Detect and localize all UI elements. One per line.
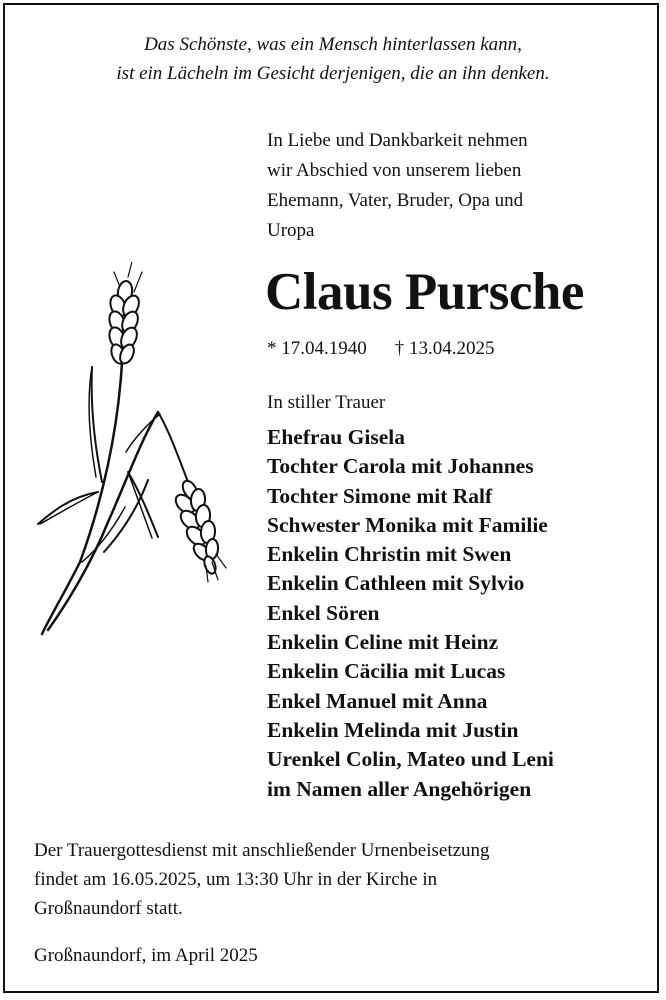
mourner-item: Urenkel Colin, Mateo und Leni <box>267 747 554 772</box>
death-date: † 13.04.2025 <box>394 338 495 359</box>
quote-line-2: ist ein Lächeln im Gesicht derjenigen, die an ihn denken. <box>116 63 550 84</box>
mourner-item: Tochter Carola mit Johannes <box>267 454 534 479</box>
service-line: findet am 16.05.2025, um 13:30 Uhr in der Kirche in <box>34 869 438 890</box>
place-date: Großnaundorf, im April 2025 <box>34 945 258 966</box>
mourning-label: In stiller Trauer <box>267 392 386 413</box>
intro-line: In Liebe und Dankbarkeit nehmen <box>267 130 528 151</box>
deceased-name: Claus Pursche <box>265 263 584 321</box>
intro-line: Uropa <box>267 220 315 241</box>
intro-line: Ehemann, Vater, Bruder, Opa und <box>267 190 524 211</box>
service-info <box>34 836 490 923</box>
mourner-item: Enkelin Cathleen mit Sylvio <box>267 571 525 596</box>
mourner-item: Enkelin Christin mit Swen <box>267 542 512 567</box>
mourner-item: Enkelin Melinda mit Justin <box>267 717 519 742</box>
mourner-item: Enkelin Cäcilia mit Lucas <box>267 659 506 684</box>
birth-date: * 17.04.1940 <box>267 338 367 359</box>
mourner-item: Enkelin Celine mit Heinz <box>267 630 499 655</box>
intro-line: wir Abschied von unserem lieben <box>267 160 522 181</box>
service-line: Der Trauergottesdienst mit anschließender Urnenbeisetzung <box>34 840 490 861</box>
life-dates <box>267 338 495 360</box>
mourner-item: im Namen aller Angehörigen <box>267 776 532 801</box>
mourner-item: Schwester Monika mit Familie <box>267 512 548 537</box>
mourner-item: Enkel Sören <box>267 600 380 625</box>
mourner-item: Ehefrau Gisela <box>267 425 405 449</box>
mourner-item: Tochter Simone mit Ralf <box>267 483 493 508</box>
service-line: Großnaundorf statt. <box>34 898 183 919</box>
intro-text <box>267 126 528 246</box>
wheat-icon <box>30 262 230 642</box>
quote-line-1: Das Schönste, was ein Mensch hinterlassen kann, <box>144 34 522 55</box>
mourners-list <box>267 423 554 804</box>
mourner-item: Enkel Manuel mit Anna <box>267 688 488 713</box>
